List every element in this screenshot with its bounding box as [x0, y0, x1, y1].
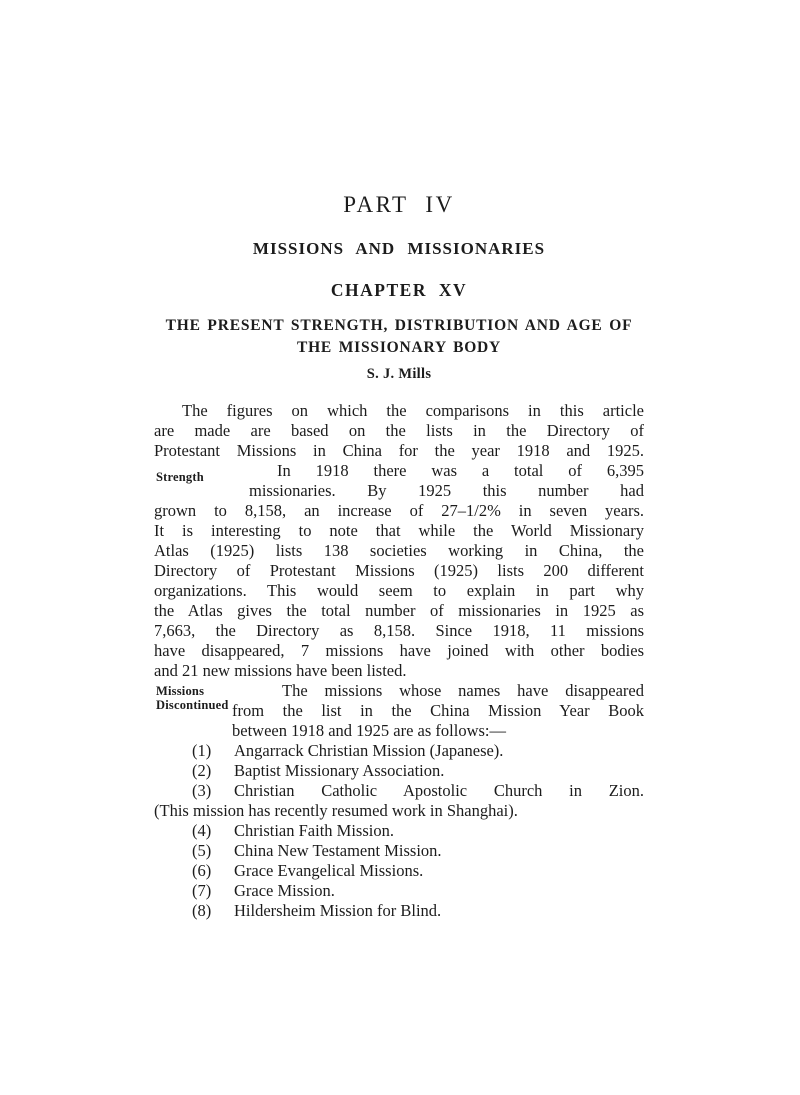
paragraph-line: and 21 new missions have been listed. [154, 661, 407, 680]
sidenote-strength: Strength [156, 470, 204, 484]
list-item-number: (8) [192, 901, 212, 920]
list-item [154, 861, 644, 881]
chapter-title-line-1: THE PRESENT STRENGTH, DISTRIBUTION AND AGE OF [165, 317, 633, 334]
list-item [154, 761, 644, 781]
list-item [154, 741, 644, 761]
author-byline: S. J. Mills [366, 366, 432, 382]
paragraph-line: grown to 8,158, an increase of 27–1/2% in seven years. [154, 501, 644, 520]
paragraph-line: between 1918 and 1925 are as follows:— [232, 721, 507, 740]
paragraph-line: have disappeared, 7 missions have joined with other bodies [154, 641, 644, 660]
section-heading: MISSIONS AND MISSIONARIES [252, 239, 546, 258]
list-item-number: (3) [192, 781, 212, 800]
paragraph-line: the Atlas gives the total number of missionaries in 1925 as [154, 601, 644, 620]
paragraph-line: The missions whose names have disappeared [282, 681, 644, 700]
list-item [154, 781, 644, 801]
list-item [154, 841, 644, 861]
paragraph-line: It is interesting to note that while the World Missionary [154, 521, 644, 540]
list-item-text: Christian Faith Mission. [234, 821, 394, 840]
list-item [154, 881, 644, 901]
paragraph-line: Directory of Protestant Missions (1925) lists 200 different [154, 561, 644, 580]
paragraph-line: missionaries. By 1925 this number had [249, 481, 644, 500]
list-item-number: (5) [192, 841, 212, 860]
paragraph-line: 7,663, the Directory as 8,158. Since 1918, 11 missions [154, 621, 644, 640]
list-item-number: (4) [192, 821, 212, 840]
chapter-title-line-2: THE MISSIONARY BODY [296, 339, 502, 356]
text-column [154, 0, 644, 921]
list-item-number: (6) [192, 861, 212, 880]
list-item-text: Christian Catholic Apostolic Church in Zion. [234, 781, 644, 800]
list-item-text: China New Testament Mission. [234, 841, 442, 860]
list-item [154, 821, 644, 841]
part-heading: PART IV [343, 192, 455, 217]
sidenote-line-1: Missions [156, 684, 205, 698]
list-item-number: (7) [192, 881, 212, 900]
paragraph-line: Atlas (1925) lists 138 societies working in China, the [154, 541, 644, 560]
body-text [154, 401, 644, 921]
paragraph-line: In 1918 there was a total of 6,395 [277, 461, 644, 480]
list-item-number: (2) [192, 761, 212, 780]
paragraph-line: organizations. This would seem to explain in part why [154, 581, 644, 600]
list-item-text: Baptist Missionary Association. [234, 761, 445, 780]
paragraph-line: The figures on which the comparisons in this article [182, 401, 644, 420]
paragraph-line: Protestant Missions in China for the year 1918 and 1925. [154, 441, 644, 460]
sidenote-missions-discontinued [156, 684, 229, 712]
paragraph-line: are made are based on the lists in the Directory of [154, 421, 644, 440]
list-item-text: Angarrack Christian Mission (Japanese). [234, 741, 504, 760]
chapter-title [154, 315, 644, 359]
chapter-heading: CHAPTER XV [330, 280, 468, 300]
list-item-continuation: (This mission has recently resumed work in Shanghai). [154, 801, 518, 820]
list-item-text: Grace Mission. [234, 881, 335, 900]
sidenote-line-2: Discontinued [156, 698, 229, 712]
list-item-text: Grace Evangelical Missions. [234, 861, 424, 880]
list-item-text: Hildersheim Mission for Blind. [234, 901, 442, 920]
paragraph-line: from the list in the China Mission Year Book [232, 701, 644, 720]
list-item [154, 901, 644, 921]
list-item-number: (1) [192, 741, 212, 760]
